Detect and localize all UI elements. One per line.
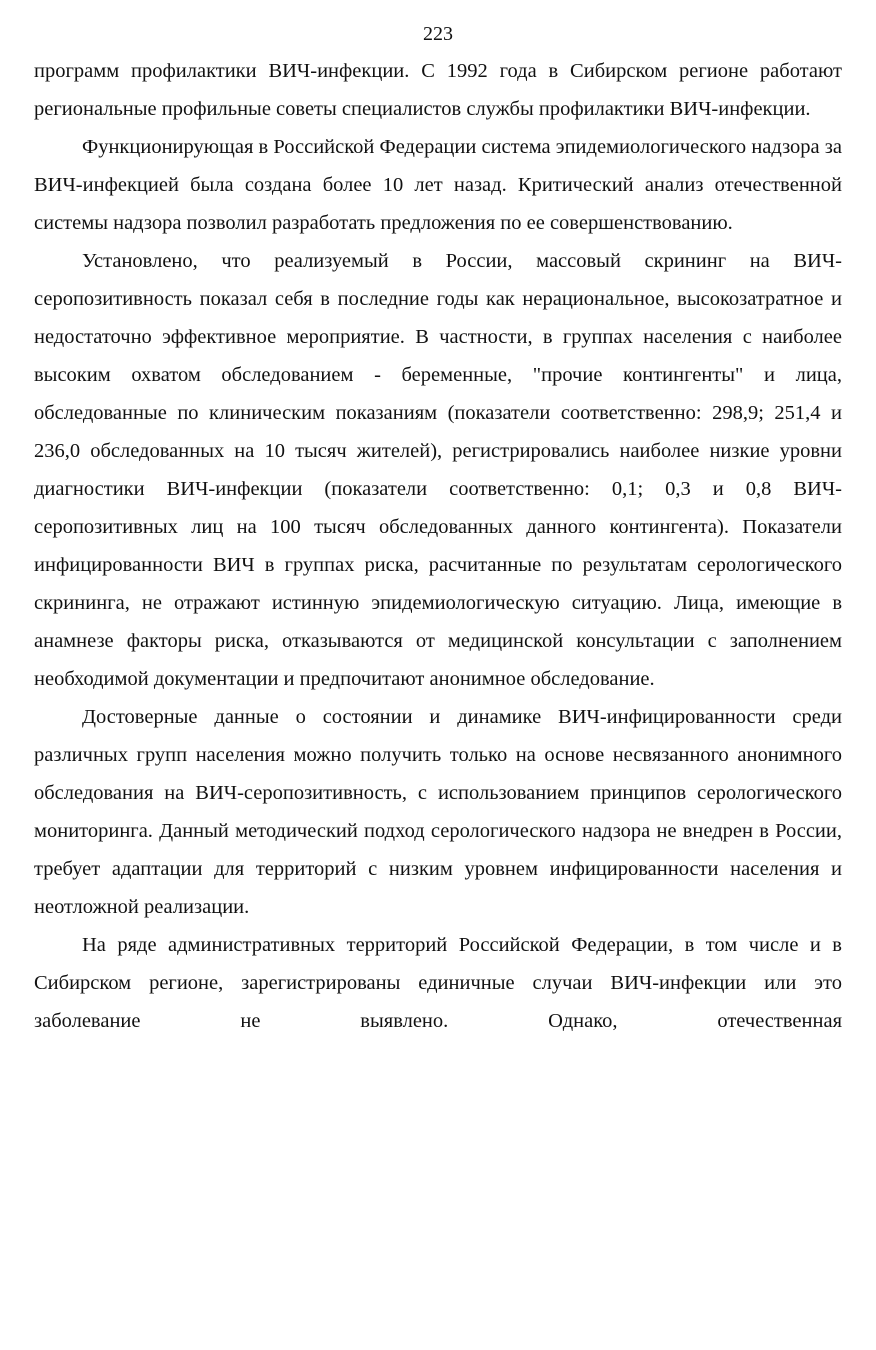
paragraph-5: На ряде административных территорий Российской Федерации, в том числе и в Сибирском регионе, зарегистрированы единичные случаи ВИЧ-инфекции или это заболевание не выявлено. Однако, отечественная	[34, 934, 842, 1032]
body-text	[34, 52, 842, 1040]
paragraph-4: Достоверные данные о состоянии и динамике ВИЧ-инфицированности среди различных групп населения можно получить только на основе несвязанного анонимного обследования на ВИЧ-серопозитивность, с использованием принципов серологического мониторинга. Данный методический подход серологического надзора не внедрен в России, требует адаптации для территорий с низким уровнем инфицированности населения и неотложной реализации.	[34, 706, 842, 918]
paragraph-2: Функционирующая в Российской Федерации система эпидемиологического надзора за ВИЧ-инфекцией была создана более 10 лет назад. Критический анализ отечественной системы надзора позволил разработать предложения по ее совершенствованию.	[34, 136, 842, 234]
page-number: 223	[423, 23, 453, 45]
paragraph-3: Установлено, что реализуемый в России, массовый скрининг на ВИЧ-серопозитивность показал себя в последние годы как нерациональное, высокозатратное и недостаточно эффективное мероприятие. В частности, в группах населения с наиболее высоким охватом обследованием - беременные, "прочие контингенты" и лица, обследованные по клиническим показаниям (показатели соответственно: 298,9; 251,4 и 236,0 обследованных на 10 тысяч жителей), регистрировались наиболее низкие уровни диагностики ВИЧ-инфекции (показатели соответственно: 0,1; 0,3 и 0,8 ВИЧ-серопозитивных лиц на 100 тысяч обследованных данного контингента). Показатели инфицированности ВИЧ в группах риска, расчитанные по результатам серологического скрининга, не отражают истинную эпидемиологическую ситуацию. Лица, имеющие в анамнезе факторы риска, отказываются от медицинской консультации с заполнением необходимой документации и предпочитают анонимное обследование.	[34, 250, 842, 690]
paragraph-1: программ профилактики ВИЧ-инфекции. С 1992 года в Сибирском регионе работают региональные профильные советы специалистов службы профилактики ВИЧ-инфекции.	[34, 60, 842, 120]
